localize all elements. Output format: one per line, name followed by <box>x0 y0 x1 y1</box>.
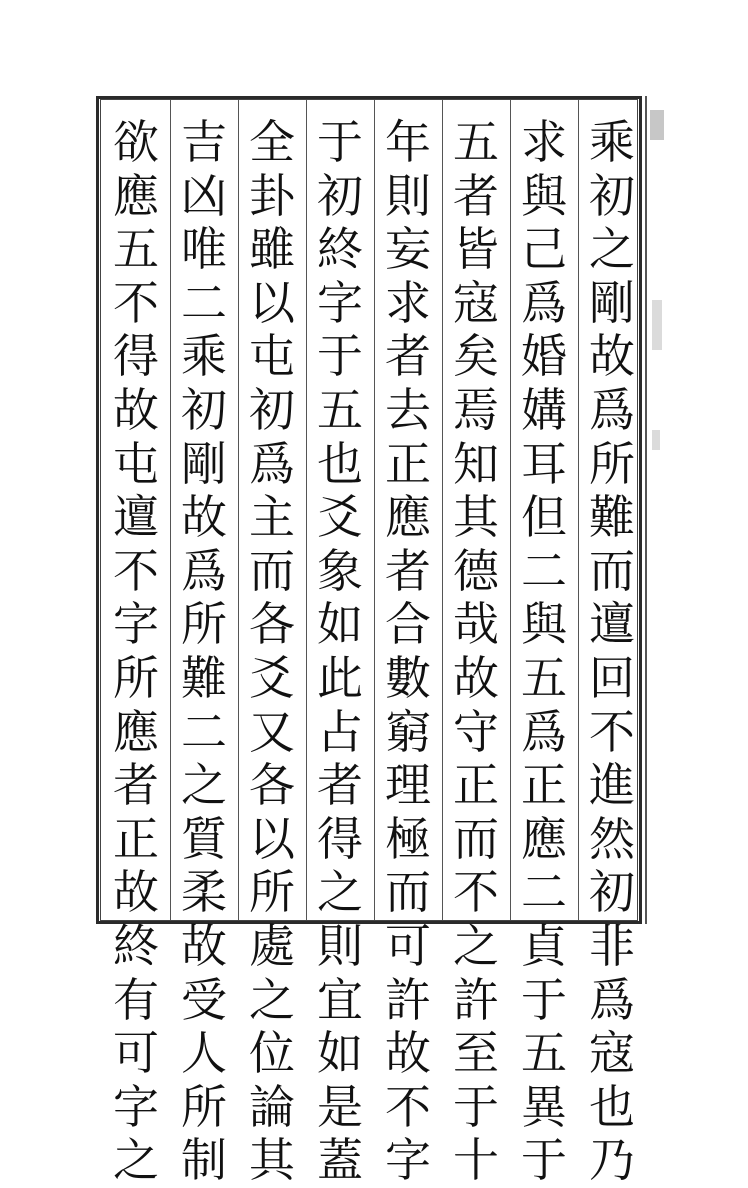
glyph: 受 <box>181 972 227 1027</box>
glyph: 皆 <box>453 222 499 277</box>
glyph: 于 <box>521 1133 567 1188</box>
glyph: 人 <box>181 1026 227 1081</box>
glyph: 五 <box>521 650 567 705</box>
glyph: 剛 <box>589 275 635 330</box>
glyph: 制 <box>181 1133 227 1188</box>
glyph: 爻 <box>317 490 363 545</box>
glyph: 故 <box>589 329 635 384</box>
glyph: 寇 <box>589 1026 635 1081</box>
text-column-3 <box>447 116 505 1188</box>
glyph: 理 <box>385 758 431 813</box>
text-column-5 <box>311 116 369 1188</box>
glyph: 故 <box>453 650 499 705</box>
glyph: 德 <box>453 543 499 598</box>
glyph: 回 <box>589 650 635 705</box>
glyph: 宜 <box>317 972 363 1027</box>
glyph: 得 <box>113 329 159 384</box>
glyph: 故 <box>385 1026 431 1081</box>
glyph: 五 <box>317 382 363 437</box>
glyph: 五 <box>453 115 499 169</box>
glyph: 不 <box>385 1079 431 1134</box>
glyph: 終 <box>113 918 159 973</box>
glyph: 全 <box>249 115 295 169</box>
glyph: 如 <box>317 597 363 652</box>
glyph: 屯 <box>113 436 159 491</box>
glyph: 焉 <box>453 382 499 437</box>
glyph: 所 <box>181 597 227 652</box>
glyph: 此 <box>317 650 363 705</box>
glyph: 位 <box>249 1026 295 1081</box>
glyph: 應 <box>385 490 431 545</box>
glyph: 難 <box>589 490 635 545</box>
glyph: 字 <box>385 1133 431 1188</box>
glyph: 矣 <box>453 329 499 384</box>
glyph: 于 <box>453 1079 499 1134</box>
glyph: 難 <box>181 650 227 705</box>
glyph: 字 <box>113 597 159 652</box>
glyph: 爲 <box>249 436 295 491</box>
glyph: 乘 <box>181 329 227 384</box>
glyph: 各 <box>249 758 295 813</box>
glyph: 求 <box>385 275 431 330</box>
glyph: 所 <box>181 1079 227 1134</box>
column-rule <box>442 100 443 920</box>
glyph: 其 <box>453 490 499 545</box>
glyph: 婚 <box>521 329 567 384</box>
glyph: 妄 <box>385 222 431 277</box>
glyph: 爲 <box>589 382 635 437</box>
glyph: 五 <box>521 1026 567 1081</box>
glyph: 而 <box>453 811 499 866</box>
glyph: 初 <box>589 168 635 223</box>
glyph: 非 <box>589 918 635 973</box>
glyph: 初 <box>317 168 363 223</box>
glyph: 應 <box>521 811 567 866</box>
glyph: 剛 <box>181 436 227 491</box>
glyph: 之 <box>113 1133 159 1188</box>
ink-mark <box>652 430 660 450</box>
glyph: 正 <box>385 436 431 491</box>
glyph: 二 <box>521 865 567 920</box>
glyph: 可 <box>385 918 431 973</box>
glyph: 不 <box>113 275 159 330</box>
glyph: 應 <box>113 704 159 759</box>
glyph: 哉 <box>453 597 499 652</box>
glyph: 正 <box>113 811 159 866</box>
glyph: 吉 <box>181 115 227 169</box>
binding-margin <box>645 96 669 924</box>
glyph: 者 <box>113 758 159 813</box>
glyph: 異 <box>521 1079 567 1134</box>
glyph: 合 <box>385 597 431 652</box>
glyph: 爻 <box>249 650 295 705</box>
glyph: 爲 <box>589 972 635 1027</box>
glyph: 字 <box>113 1079 159 1134</box>
glyph: 而 <box>589 543 635 598</box>
glyph: 但 <box>521 490 567 545</box>
glyph: 至 <box>453 1026 499 1081</box>
glyph: 以 <box>249 275 295 330</box>
glyph: 應 <box>113 168 159 223</box>
glyph: 則 <box>385 168 431 223</box>
glyph: 二 <box>181 704 227 759</box>
glyph: 又 <box>249 704 295 759</box>
glyph: 媾 <box>521 382 567 437</box>
glyph: 而 <box>385 865 431 920</box>
glyph: 故 <box>113 865 159 920</box>
glyph: 象 <box>317 543 363 598</box>
glyph: 與 <box>521 168 567 223</box>
glyph: 許 <box>453 972 499 1027</box>
glyph: 爲 <box>521 275 567 330</box>
glyph: 處 <box>249 918 295 973</box>
glyph: 占 <box>317 704 363 759</box>
glyph: 爲 <box>521 704 567 759</box>
glyph: 所 <box>589 436 635 491</box>
glyph: 欲 <box>113 115 159 169</box>
glyph: 爲 <box>181 543 227 598</box>
glyph: 如 <box>317 1026 363 1081</box>
glyph: 之 <box>249 972 295 1027</box>
glyph: 不 <box>589 704 635 759</box>
glyph: 是 <box>317 1079 363 1134</box>
glyph: 也 <box>589 1079 635 1134</box>
glyph: 故 <box>181 490 227 545</box>
glyph: 得 <box>317 811 363 866</box>
glyph: 不 <box>113 543 159 598</box>
glyph: 有 <box>113 972 159 1027</box>
glyph: 以 <box>249 811 295 866</box>
glyph: 者 <box>453 168 499 223</box>
glyph: 與 <box>521 597 567 652</box>
glyph: 邅 <box>113 490 159 545</box>
ink-mark <box>650 110 664 140</box>
glyph: 窮 <box>385 704 431 759</box>
glyph: 正 <box>521 758 567 813</box>
glyph: 可 <box>113 1026 159 1081</box>
column-rule <box>510 100 511 920</box>
text-column-7 <box>175 116 233 1188</box>
glyph: 之 <box>317 865 363 920</box>
glyph: 乃 <box>589 1133 635 1188</box>
glyph: 其 <box>249 1133 295 1188</box>
glyph: 貞 <box>521 918 567 973</box>
glyph: 之 <box>589 222 635 277</box>
glyph: 然 <box>589 811 635 866</box>
glyph: 耳 <box>521 436 567 491</box>
text-column-4 <box>379 116 437 1188</box>
glyph: 去 <box>385 382 431 437</box>
glyph: 初 <box>589 865 635 920</box>
glyph: 邅 <box>589 597 635 652</box>
glyph: 者 <box>385 543 431 598</box>
glyph: 極 <box>385 811 431 866</box>
glyph: 字 <box>317 275 363 330</box>
column-rule <box>374 100 375 920</box>
glyph: 二 <box>521 543 567 598</box>
glyph: 唯 <box>181 222 227 277</box>
glyph: 終 <box>317 222 363 277</box>
glyph: 于 <box>317 329 363 384</box>
glyph: 者 <box>385 329 431 384</box>
glyph: 守 <box>453 704 499 759</box>
column-rule <box>170 100 171 920</box>
glyph: 不 <box>453 865 499 920</box>
glyph: 雖 <box>249 222 295 277</box>
glyph: 卦 <box>249 168 295 223</box>
glyph: 質 <box>181 811 227 866</box>
glyph: 年 <box>385 115 431 169</box>
glyph: 柔 <box>181 865 227 920</box>
glyph: 于 <box>317 115 363 169</box>
glyph: 數 <box>385 650 431 705</box>
glyph: 所 <box>249 865 295 920</box>
glyph: 凶 <box>181 168 227 223</box>
glyph: 于 <box>521 972 567 1027</box>
text-column-8 <box>107 116 165 1188</box>
glyph: 屯 <box>249 329 295 384</box>
glyph: 之 <box>453 918 499 973</box>
glyph: 求 <box>521 115 567 169</box>
glyph: 各 <box>249 597 295 652</box>
glyph: 二 <box>181 275 227 330</box>
glyph: 也 <box>317 436 363 491</box>
column-rule <box>238 100 239 920</box>
glyph: 之 <box>181 758 227 813</box>
glyph: 己 <box>521 222 567 277</box>
glyph: 論 <box>249 1079 295 1134</box>
glyph: 初 <box>249 382 295 437</box>
column-rule <box>578 100 579 920</box>
glyph: 故 <box>113 382 159 437</box>
glyph: 乘 <box>589 115 635 169</box>
ink-mark <box>652 300 662 350</box>
text-column-6 <box>243 116 301 1188</box>
text-column-1 <box>583 116 641 1188</box>
column-rule <box>306 100 307 920</box>
glyph: 知 <box>453 436 499 491</box>
glyph: 者 <box>317 758 363 813</box>
glyph: 正 <box>453 758 499 813</box>
glyph: 蓋 <box>317 1133 363 1188</box>
glyph: 則 <box>317 918 363 973</box>
glyph: 十 <box>453 1133 499 1188</box>
glyph: 故 <box>181 918 227 973</box>
glyph: 初 <box>181 382 227 437</box>
glyph: 進 <box>589 758 635 813</box>
glyph: 許 <box>385 972 431 1027</box>
glyph: 而 <box>249 543 295 598</box>
glyph: 五 <box>113 222 159 277</box>
glyph: 寇 <box>453 275 499 330</box>
text-column-2 <box>515 116 573 1188</box>
glyph: 主 <box>249 490 295 545</box>
glyph: 所 <box>113 650 159 705</box>
